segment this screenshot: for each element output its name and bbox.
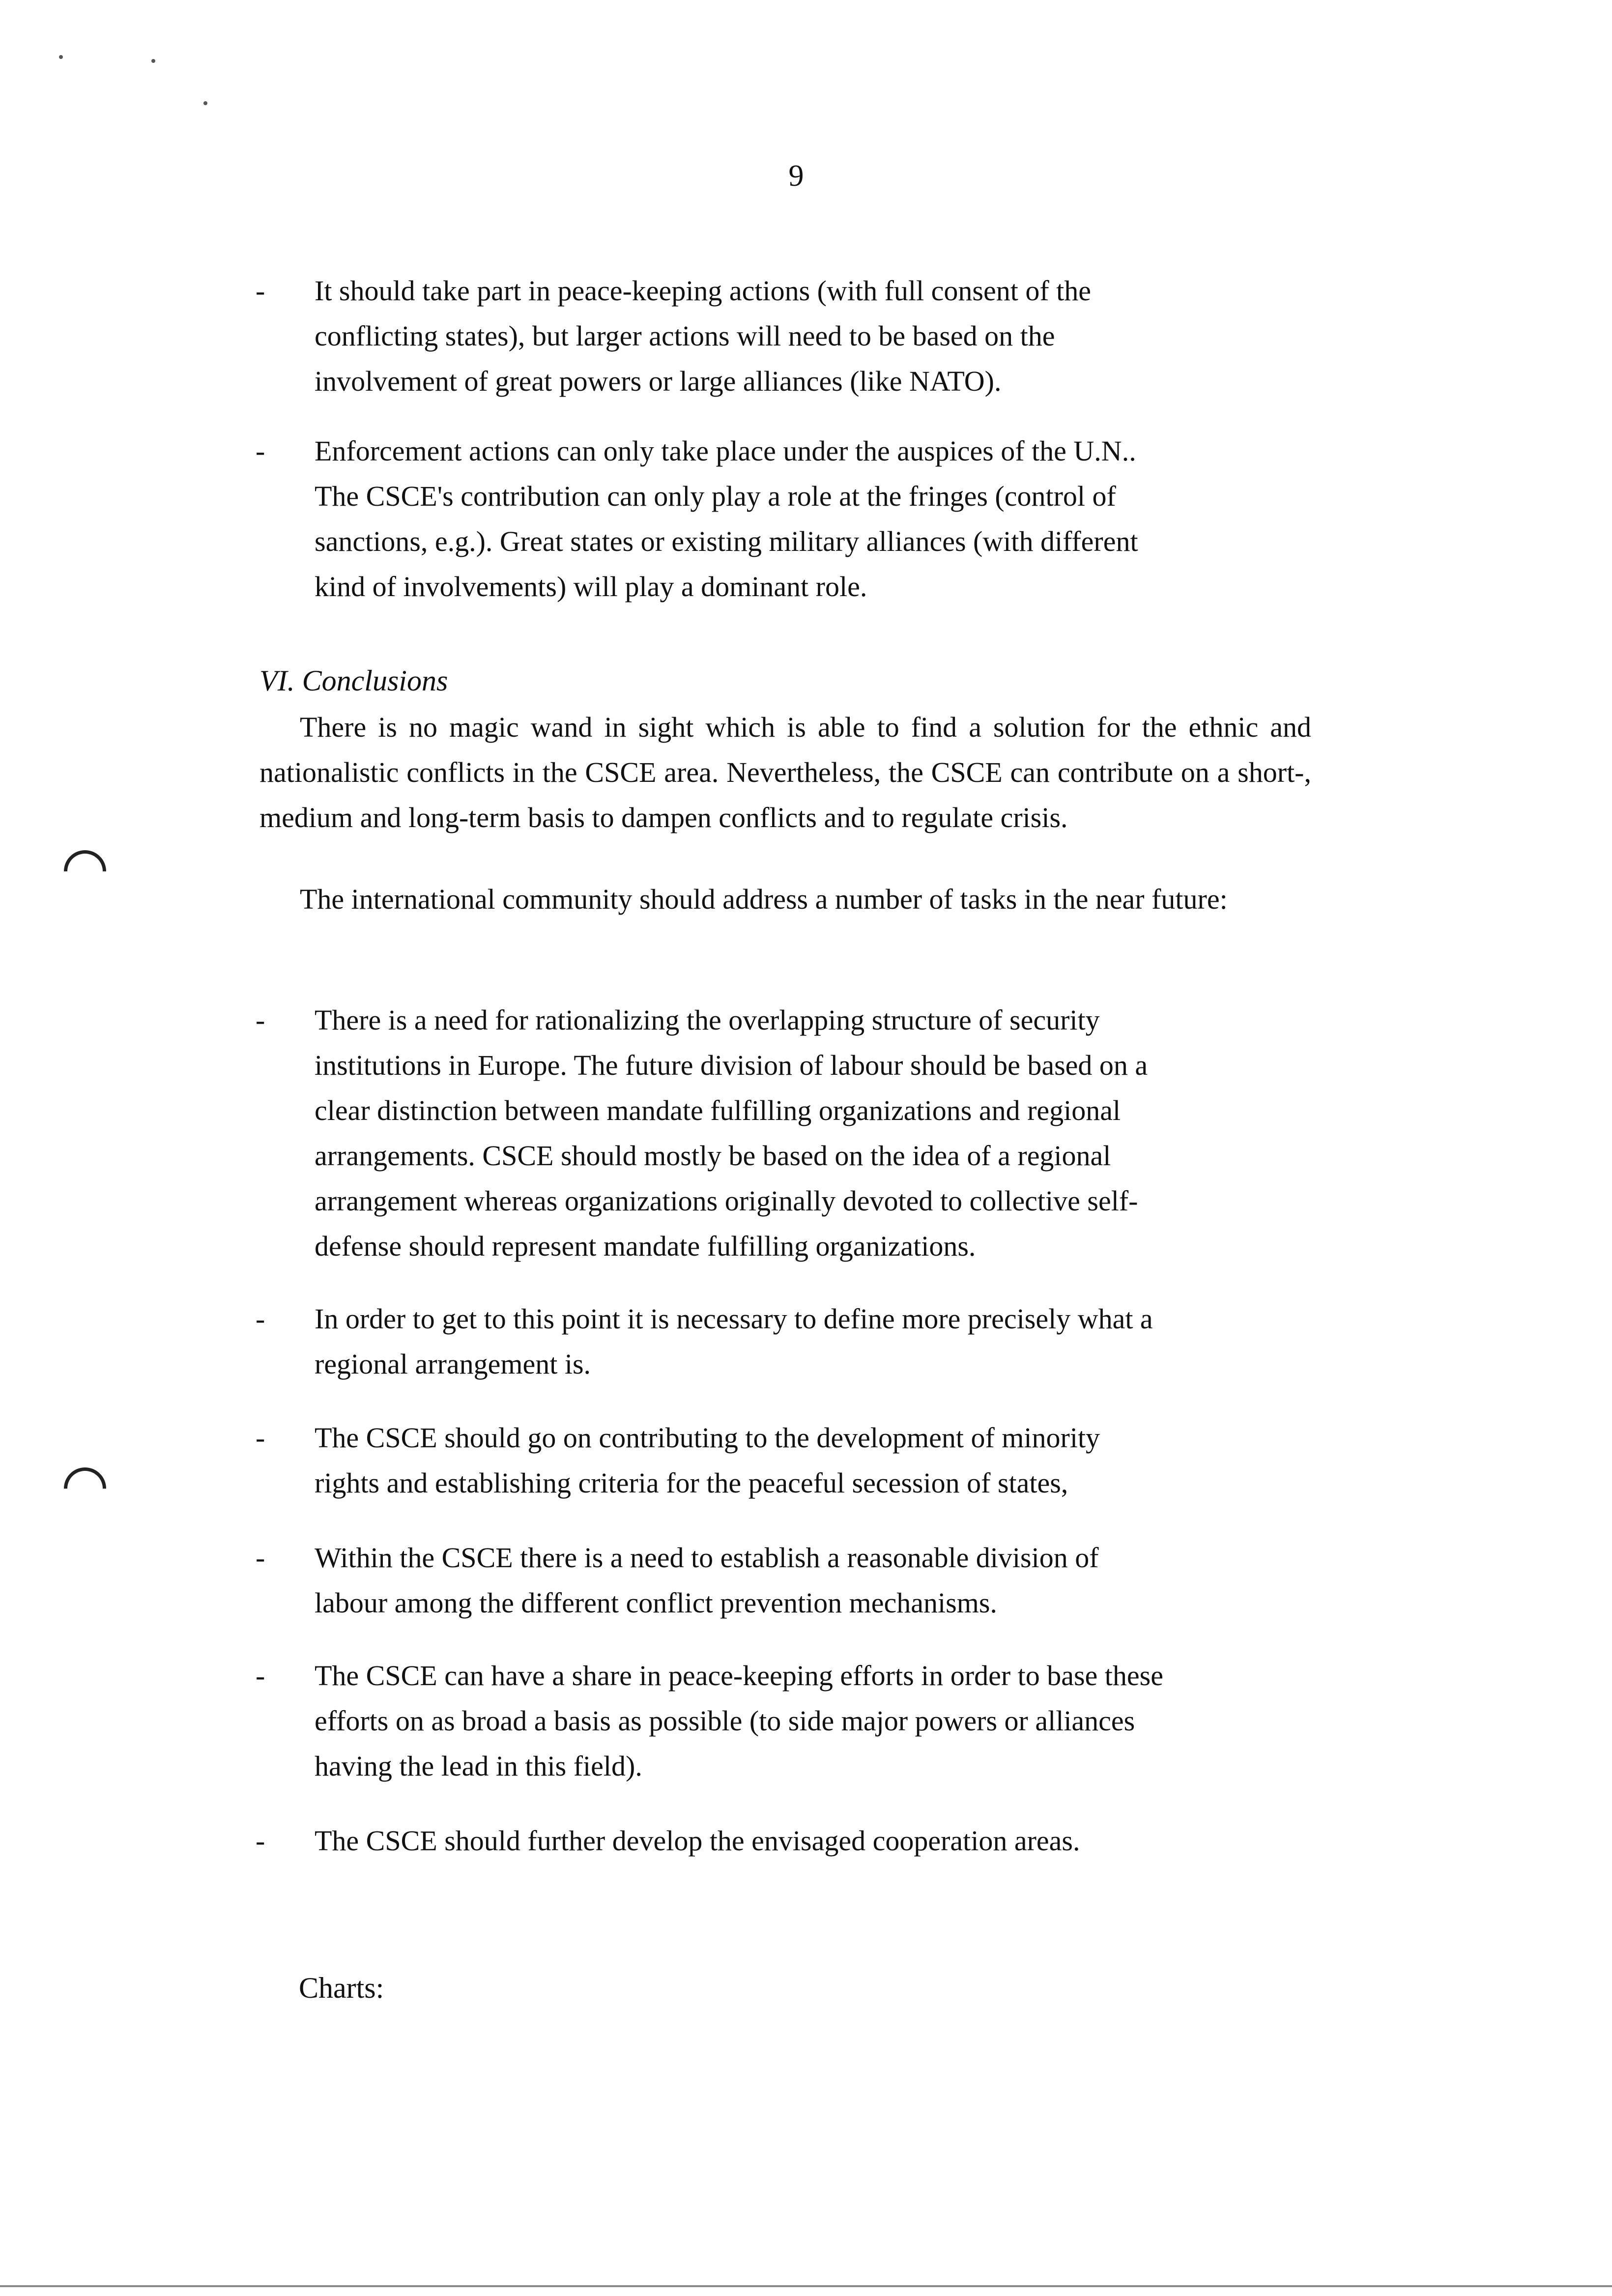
bullet-item: Within the CSCE there is a need to establish a reasonable division of labour among the different conflict prevention mechanisms. bbox=[315, 1542, 1099, 1619]
bullet-marker: - bbox=[256, 275, 265, 307]
bullet-item: There is a need for rationalizing the overlapping structure of security institutions in Europe. The future division of labour should be based on a clear distinction between mandate fulfilling organizations and regional arrangements. CSCE should mostly be based on the idea of a regional arrangement whereas organizations originally devoted to collective self- defense should represent mandate fulfilling organizations. bbox=[315, 1004, 1148, 1262]
bullet-item: In order to get to this point it is necessary to define more precisely what a regional arrangement is. bbox=[315, 1303, 1153, 1380]
section-heading: VI. Conclusions bbox=[259, 664, 448, 697]
bullet-marker: - bbox=[256, 1004, 265, 1036]
bullet-item: The CSCE can have a share in peace-keeping efforts in order to base these efforts on as broad a basis as possible (to side major powers or alliances having the lead in this field). bbox=[315, 1660, 1163, 1782]
scan-speck bbox=[151, 59, 155, 63]
bullet-marker: - bbox=[256, 435, 265, 467]
scan-edge-line bbox=[0, 2285, 1612, 2287]
bullet-marker: - bbox=[256, 1542, 265, 1574]
punch-hole-icon bbox=[55, 1459, 115, 1519]
bullet-item: The CSCE should further develop the envisaged cooperation areas. bbox=[315, 1825, 1080, 1857]
bullet-item: The CSCE should go on contributing to the development of minority rights and establishing criteria for the peaceful secession of states, bbox=[315, 1422, 1100, 1499]
scan-speck bbox=[59, 55, 63, 59]
bullet-marker: - bbox=[256, 1303, 265, 1335]
bullet-marker: - bbox=[256, 1660, 265, 1692]
bullet-item: It should take part in peace-keeping actions (with full consent of the conflicting states), but larger actions will need to be based on the involvement of great powers or large alliances (like NATO). bbox=[315, 275, 1091, 397]
punch-hole-icon bbox=[55, 841, 115, 901]
bullet-marker: - bbox=[256, 1422, 265, 1454]
charts-label: Charts: bbox=[299, 1972, 384, 2004]
bullet-marker: - bbox=[256, 1825, 265, 1857]
page-number: 9 bbox=[788, 159, 804, 193]
paragraph: There is no magic wand in sight which is able to find a solution for the ethnic and nationalistic conflicts in the CSCE area. Nevertheless, the CSCE can contribute on a short-, medium and long-term basis to dampen conflicts and to regulate crisis. bbox=[259, 711, 1311, 833]
scan-speck bbox=[203, 101, 207, 105]
paragraph: The international community should address a number of tasks in the near future: bbox=[300, 883, 1228, 915]
bullet-item: Enforcement actions can only take place under the auspices of the U.N.. The CSCE's contribution can only play a role at the fringes (control of sanctions, e.g.). Great states or existing military alliances (with different kind of involvements) will play a dominant role. bbox=[315, 435, 1138, 603]
